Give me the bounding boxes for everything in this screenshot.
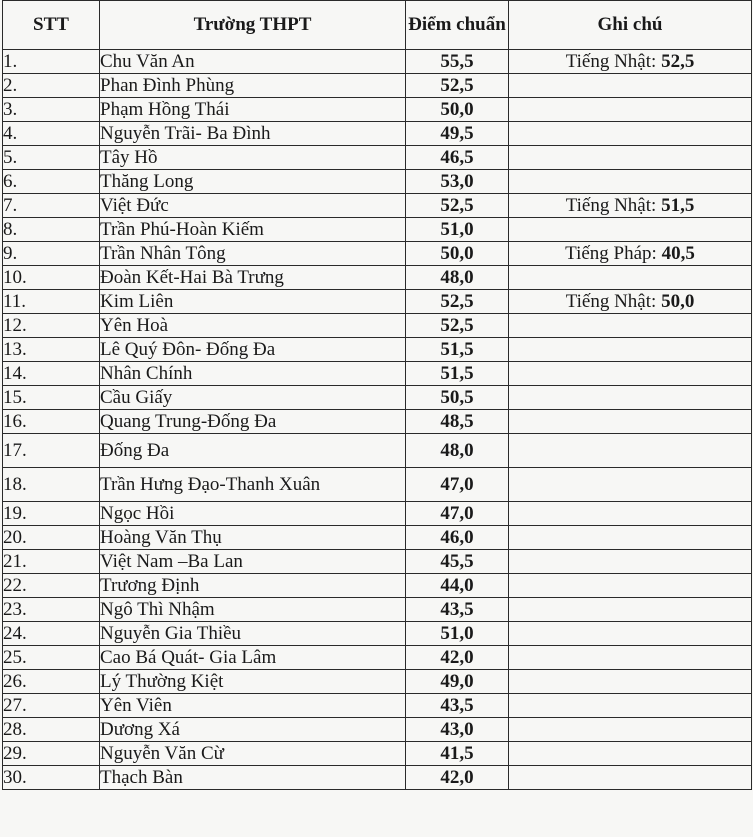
row-score: 43,5 [406,694,509,718]
row-score: 44,0 [406,574,509,598]
table-row [3,434,752,468]
row-note [509,468,752,502]
note-value: 50,0 [661,290,695,312]
row-school-name: Trần Hưng Đạo-Thanh Xuân [100,468,406,502]
row-note [509,646,752,670]
table-row [3,290,752,314]
row-note [509,290,752,314]
row-score: 49,5 [406,122,509,146]
row-score: 55,5 [406,50,509,74]
row-score: 52,5 [406,194,509,218]
row-school-name: Nhân Chính [100,362,406,386]
note-value: 51,5 [661,194,695,216]
table-row [3,170,752,194]
header-row [3,1,752,50]
row-score: 42,0 [406,646,509,670]
row-score: 48,0 [406,266,509,290]
note-label: Tiếng Nhật: [565,50,657,72]
score-table [2,0,752,790]
row-note [509,218,752,242]
row-school-name: Ngọc Hồi [100,502,406,526]
row-stt: 26. [3,670,100,694]
row-school-name: Nguyễn Văn Cừ [100,742,406,766]
row-score: 50,5 [406,386,509,410]
header-score: Điểm chuẩn [406,1,509,50]
row-score: 52,5 [406,290,509,314]
row-school-name: Cao Bá Quát- Gia Lâm [100,646,406,670]
table-row [3,362,752,386]
table-row [3,50,752,74]
row-score: 52,5 [406,74,509,98]
row-note [509,598,752,622]
table-row [3,314,752,338]
row-note [509,670,752,694]
row-stt: 28. [3,718,100,742]
row-stt: 29. [3,742,100,766]
row-score: 51,5 [406,362,509,386]
table-row [3,266,752,290]
row-stt: 21. [3,550,100,574]
row-stt: 20. [3,526,100,550]
row-note [509,410,752,434]
table-row [3,146,752,170]
note-value: 40,5 [661,242,695,264]
row-school-name: Chu Văn An [100,50,406,74]
row-note [509,434,752,468]
row-stt: 17. [3,434,100,468]
note-label: Tiếng Nhật: [565,290,657,312]
row-school-name: Phan Đình Phùng [100,74,406,98]
row-school-name: Yên Hoà [100,314,406,338]
table-row [3,526,752,550]
table-row [3,550,752,574]
row-stt: 6. [3,170,100,194]
table-row [3,74,752,98]
row-school-name: Trương Định [100,574,406,598]
row-score: 48,0 [406,434,509,468]
row-stt: 11. [3,290,100,314]
row-school-name: Thăng Long [100,170,406,194]
row-note [509,98,752,122]
row-note [509,766,752,790]
row-note [509,362,752,386]
row-note [509,194,752,218]
row-note [509,338,752,362]
table-row [3,194,752,218]
row-stt: 23. [3,598,100,622]
row-school-name: Tây Hồ [100,146,406,170]
row-school-name: Nguyễn Trãi- Ba Đình [100,122,406,146]
row-score: 47,0 [406,502,509,526]
row-stt: 5. [3,146,100,170]
table-row [3,468,752,502]
row-stt: 14. [3,362,100,386]
row-note [509,526,752,550]
header-school: Trường THPT [100,1,406,50]
table-row [3,242,752,266]
row-school-name: Cầu Giấy [100,386,406,410]
header-stt: STT [3,1,100,50]
row-stt: 22. [3,574,100,598]
row-school-name: Phạm Hồng Thái [100,98,406,122]
row-stt: 19. [3,502,100,526]
row-note [509,550,752,574]
table-row [3,766,752,790]
row-stt: 24. [3,622,100,646]
table-row [3,622,752,646]
table-row [3,598,752,622]
row-score: 50,0 [406,98,509,122]
table-row [3,502,752,526]
row-note [509,742,752,766]
row-school-name: Quang Trung-Đống Đa [100,410,406,434]
row-stt: 9. [3,242,100,266]
row-school-name: Trần Phú-Hoàn Kiếm [100,218,406,242]
row-score: 51,0 [406,622,509,646]
row-school-name: Lê Quý Đôn- Đống Đa [100,338,406,362]
row-note [509,266,752,290]
row-stt: 3. [3,98,100,122]
row-score: 52,5 [406,314,509,338]
row-school-name: Yên Viên [100,694,406,718]
row-note [509,622,752,646]
row-score: 47,0 [406,468,509,502]
row-note [509,386,752,410]
row-note [509,74,752,98]
row-score: 46,0 [406,526,509,550]
row-school-name: Nguyễn Gia Thiều [100,622,406,646]
note-label: Tiếng Nhật: [565,194,657,216]
row-stt: 25. [3,646,100,670]
note-value: 52,5 [661,50,695,72]
row-score: 48,5 [406,410,509,434]
table-row [3,646,752,670]
row-note [509,170,752,194]
note-label: Tiếng Pháp: [565,242,657,264]
row-stt: 18. [3,468,100,502]
row-note [509,718,752,742]
row-stt: 13. [3,338,100,362]
row-score: 50,0 [406,242,509,266]
row-score: 43,0 [406,718,509,742]
row-school-name: Hoàng Văn Thụ [100,526,406,550]
table-body [3,50,752,790]
row-school-name: Dương Xá [100,718,406,742]
row-stt: 7. [3,194,100,218]
row-score: 45,5 [406,550,509,574]
row-school-name: Trần Nhân Tông [100,242,406,266]
row-school-name: Đoàn Kết-Hai Bà Trưng [100,266,406,290]
header-note: Ghi chú [509,1,752,50]
row-score: 51,0 [406,218,509,242]
row-stt: 2. [3,74,100,98]
row-note [509,502,752,526]
row-score: 42,0 [406,766,509,790]
row-note [509,574,752,598]
row-school-name: Kim Liên [100,290,406,314]
table-row [3,98,752,122]
row-school-name: Lý Thường Kiệt [100,670,406,694]
row-school-name: Ngô Thì Nhậm [100,598,406,622]
row-stt: 12. [3,314,100,338]
row-score: 53,0 [406,170,509,194]
row-school-name: Thạch Bàn [100,766,406,790]
table-row [3,386,752,410]
table-row [3,574,752,598]
table-row [3,410,752,434]
row-score: 41,5 [406,742,509,766]
row-note [509,146,752,170]
table-row [3,670,752,694]
table-row [3,742,752,766]
row-score: 49,0 [406,670,509,694]
table-row [3,218,752,242]
row-stt: 27. [3,694,100,718]
row-stt: 30. [3,766,100,790]
table-row [3,694,752,718]
row-stt: 4. [3,122,100,146]
row-note [509,50,752,74]
row-note [509,314,752,338]
row-stt: 8. [3,218,100,242]
row-score: 43,5 [406,598,509,622]
row-note [509,694,752,718]
row-stt: 1. [3,50,100,74]
row-school-name: Việt Nam –Ba Lan [100,550,406,574]
table-row [3,338,752,362]
row-score: 46,5 [406,146,509,170]
row-stt: 15. [3,386,100,410]
row-stt: 16. [3,410,100,434]
row-score: 51,5 [406,338,509,362]
row-note [509,122,752,146]
row-note [509,242,752,266]
row-stt: 10. [3,266,100,290]
table-row [3,122,752,146]
row-school-name: Việt Đức [100,194,406,218]
table-row [3,718,752,742]
row-school-name: Đống Đa [100,434,406,468]
